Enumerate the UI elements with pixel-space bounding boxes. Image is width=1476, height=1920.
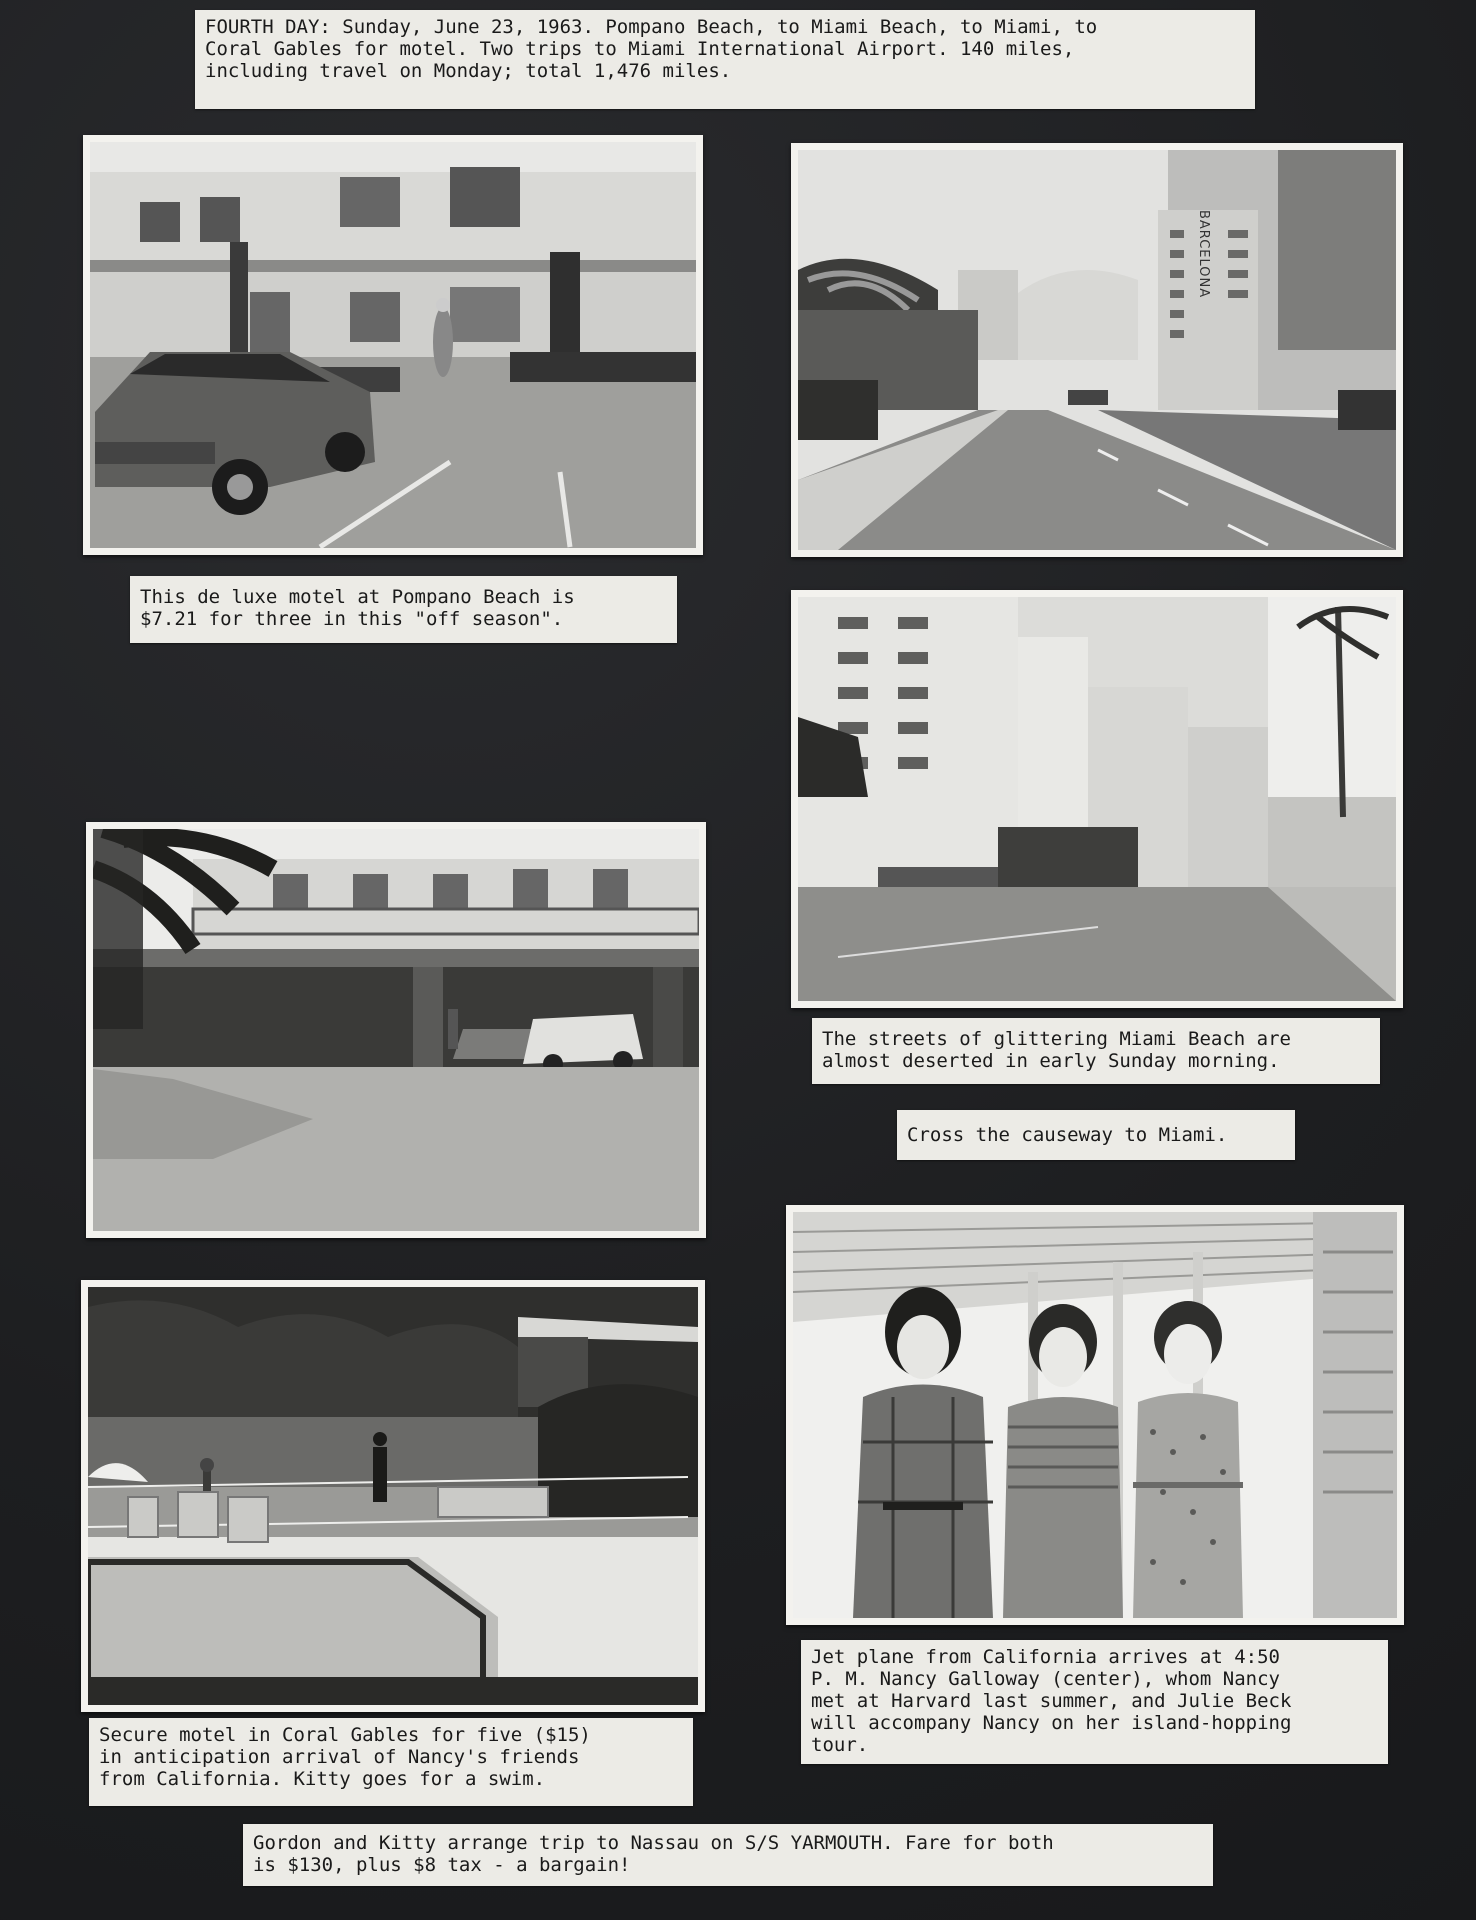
photo-miami-beach-barcelona[interactable] [791, 143, 1403, 557]
hotels-street-image [798, 597, 1396, 1001]
header-caption: FOURTH DAY: Sunday, June 23, 1963. Pompano Beach, to Miami Beach, to Miami, to Coral Gables for motel. Two trips to Miami International Airport. 140 miles, including travel on Monday; total 1,476 miles. [195, 10, 1255, 109]
photo-coral-gables-pool[interactable] [81, 1280, 705, 1712]
motel-palm-image [93, 829, 699, 1231]
barcelona-sign: BARCELONA [1196, 210, 1211, 299]
pool-image [88, 1287, 698, 1705]
photo-miami-beach-hotels[interactable] [791, 590, 1403, 1008]
caption-miami-streets: The streets of glittering Miami Beach are almost deserted in early Sunday morning. [812, 1018, 1380, 1084]
photo-three-women[interactable] [786, 1205, 1404, 1625]
caption-nassau: Gordon and Kitty arrange trip to Nassau on S/S YARMOUTH. Fare for both is $130, plus $8 tax - a bargain! [243, 1824, 1213, 1886]
barcelona-street-image [798, 150, 1396, 550]
photo-motel-palm-cars[interactable] [86, 822, 706, 1238]
photo-pompano-motel[interactable] [83, 135, 703, 555]
three-women-image [793, 1212, 1397, 1618]
caption-coral-gables: Secure motel in Coral Gables for five ($15) in anticipation arrival of Nancy's friends from California. Kitty goes for a swim. [89, 1718, 693, 1806]
caption-causeway: Cross the causeway to Miami. [897, 1110, 1295, 1160]
caption-pompano-motel: This de luxe motel at Pompano Beach is $7.21 for three in this "off season". [130, 576, 677, 643]
motel-car-image [90, 142, 696, 548]
caption-jet-plane: Jet plane from California arrives at 4:50 P. M. Nancy Galloway (center), whom Nancy met at Harvard last summer, and Julie Beck will accompany Nancy on her island-hopping tour. [801, 1640, 1388, 1764]
